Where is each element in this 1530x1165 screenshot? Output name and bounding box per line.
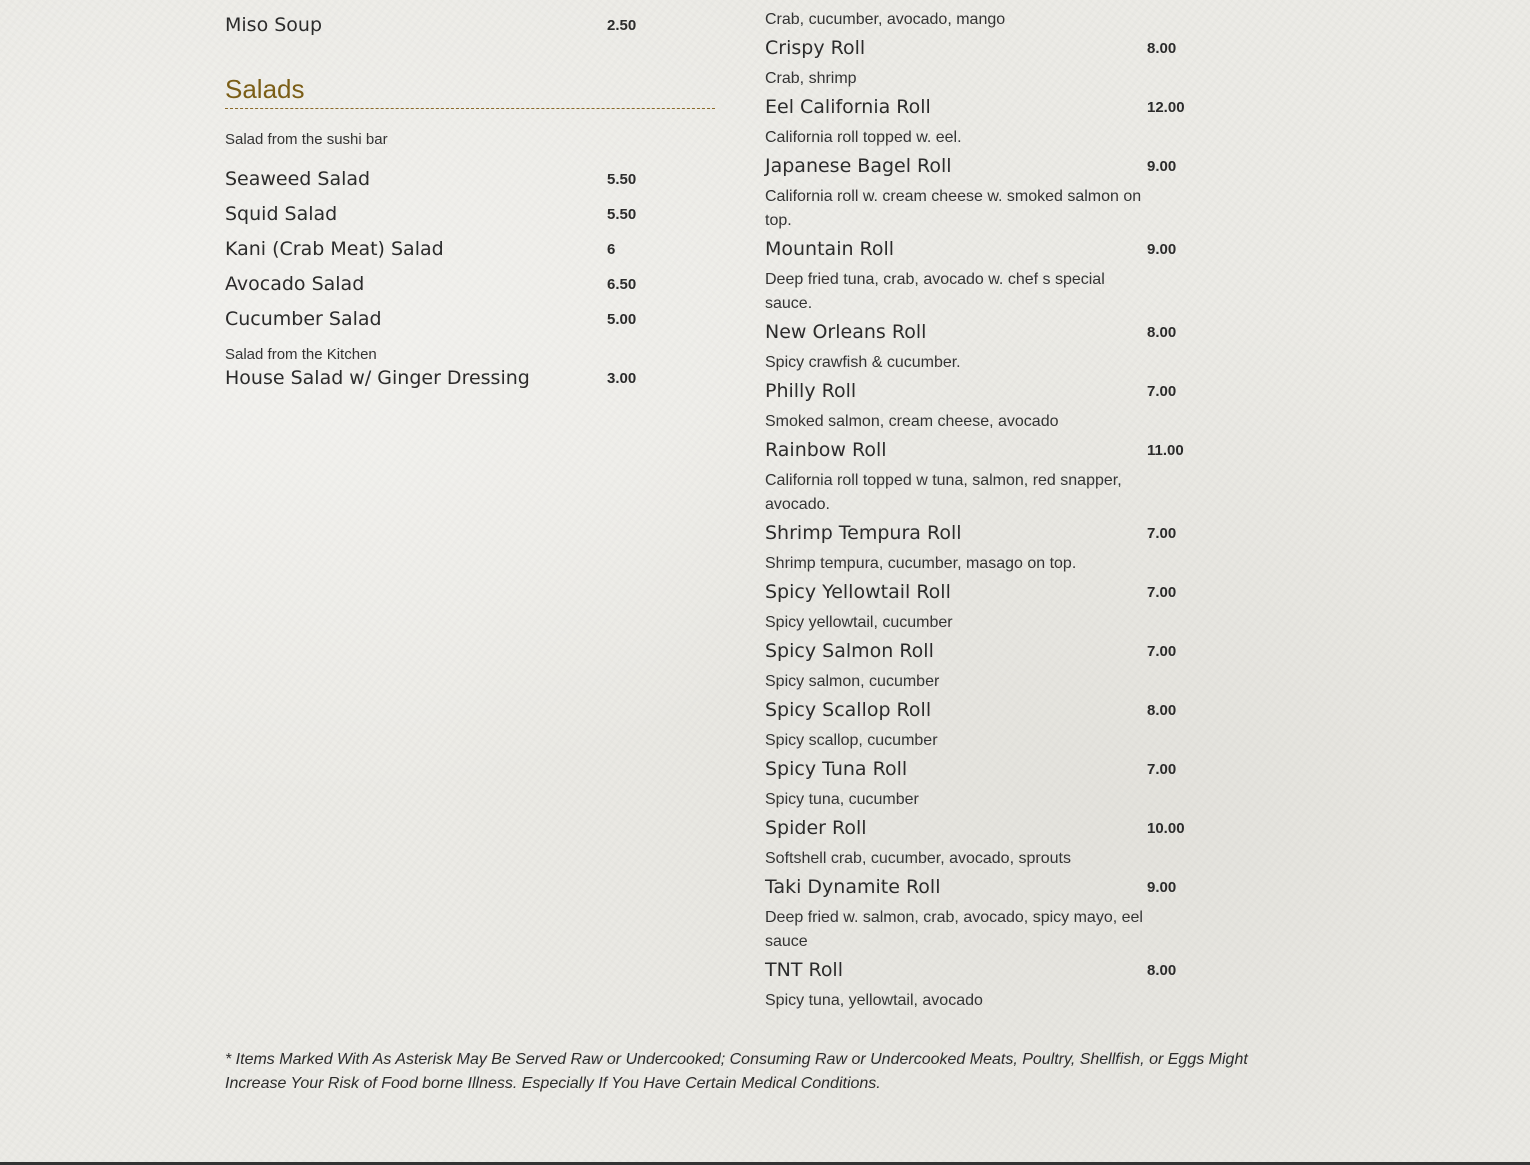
roll-description: Spicy yellowtail, cucumber	[765, 614, 953, 631]
roll-name: Spicy Scallop Roll	[765, 699, 932, 721]
roll-name: Spider Roll	[765, 817, 867, 839]
item-price: 3.00	[607, 370, 637, 387]
roll-price: 9.00	[1147, 241, 1177, 258]
roll-name: TNT Roll	[765, 959, 843, 981]
roll-description: Spicy salmon, cucumber	[765, 673, 940, 690]
menu-item-house-salad	[225, 366, 715, 392]
roll-description: California roll w. cream cheese w. smoked salmon on top.	[765, 188, 1142, 229]
roll-description: California roll topped w. eel.	[765, 129, 962, 146]
roll-price: 7.00	[1147, 584, 1177, 601]
item-price: 6.50	[607, 276, 637, 293]
roll-description: Smoked salmon, cream cheese, avocado	[765, 413, 1059, 430]
roll-name: Crispy Roll	[765, 37, 866, 59]
roll-name: Eel California Roll	[765, 96, 931, 118]
roll-name: Taki Dynamite Roll	[765, 876, 941, 898]
roll-description: Spicy tuna, yellowtail, avocado	[765, 992, 983, 1009]
roll-description: Softshell crab, cucumber, avocado, sprouts	[765, 850, 1071, 867]
item-name: Squid Salad	[225, 203, 338, 225]
menu-item-avocado-salad	[225, 272, 715, 298]
roll-name: Spicy Salmon Roll	[765, 640, 934, 662]
menu-item-cucumber-salad	[225, 307, 715, 333]
roll-description: Crab, shrimp	[765, 70, 857, 87]
roll-name: Rainbow Roll	[765, 439, 887, 461]
roll-price: 9.00	[1147, 158, 1177, 175]
menu-item-kani-salad	[225, 237, 715, 263]
item-price: 5.00	[607, 311, 637, 328]
roll-price: 7.00	[1147, 643, 1177, 660]
roll-price: 7.00	[1147, 525, 1177, 542]
roll-price: 8.00	[1147, 962, 1177, 979]
item-name: Seaweed Salad	[225, 168, 371, 190]
roll-description: Spicy crawfish & cucumber.	[765, 354, 961, 371]
item-description: Crab, cucumber, avocado, mango	[765, 11, 1006, 28]
raw-food-disclaimer: * Items Marked With As Asterisk May Be Served Raw or Undercooked; Consuming Raw or Undercooked Meats, Poultry, Shellfish, or Eggs Might Increase Your Risk of Food borne Illness. Especially If You Have Certain Medical Conditions.	[225, 1051, 1248, 1092]
roll-price: 7.00	[1147, 383, 1177, 400]
roll-name: Japanese Bagel Roll	[765, 155, 952, 177]
salads-heading: Salads	[225, 74, 305, 104]
sushi-bar-salads-label: Salad from the sushi bar	[225, 131, 388, 148]
roll-price: 8.00	[1147, 324, 1177, 341]
roll-price: 7.00	[1147, 761, 1177, 778]
menu-item-miso-soup	[225, 13, 715, 39]
item-name: Miso Soup	[225, 14, 323, 36]
roll-description: Shrimp tempura, cucumber, masago on top.	[765, 555, 1077, 572]
menu-item-squid-salad	[225, 202, 715, 228]
roll-price: 8.00	[1147, 40, 1177, 57]
menu-item-seaweed-salad	[225, 167, 715, 193]
roll-price: 9.00	[1147, 879, 1177, 896]
item-name: House Salad w/ Ginger Dressing	[225, 367, 530, 389]
item-name: Avocado Salad	[225, 273, 365, 295]
item-price: 5.50	[607, 171, 637, 188]
roll-description: Deep fried w. salmon, crab, avocado, spicy mayo, eel sauce	[765, 909, 1143, 950]
roll-description: Spicy scallop, cucumber	[765, 732, 938, 749]
section-divider	[225, 108, 715, 109]
item-name: Kani (Crab Meat) Salad	[225, 238, 444, 260]
roll-price: 12.00	[1147, 99, 1185, 116]
roll-name: Mountain Roll	[765, 238, 895, 260]
roll-name: Philly Roll	[765, 380, 857, 402]
item-name: Cucumber Salad	[225, 308, 382, 330]
roll-description: Deep fried tuna, crab, avocado w. chef s special sauce.	[765, 271, 1105, 312]
roll-price: 8.00	[1147, 702, 1177, 719]
roll-description: California roll topped w tuna, salmon, red snapper, avocado.	[765, 472, 1122, 513]
item-price: 5.50	[607, 206, 637, 223]
roll-name: Shrimp Tempura Roll	[765, 522, 962, 544]
roll-price: 10.00	[1147, 820, 1185, 837]
roll-name: Spicy Yellowtail Roll	[765, 581, 951, 603]
kitchen-salads-label: Salad from the Kitchen	[225, 346, 377, 363]
roll-description: Spicy tuna, cucumber	[765, 791, 919, 808]
item-price: 6	[607, 241, 616, 258]
roll-price: 11.00	[1147, 442, 1184, 459]
roll-name: New Orleans Roll	[765, 321, 927, 343]
roll-name: Spicy Tuna Roll	[765, 758, 908, 780]
item-price: 2.50	[607, 17, 637, 34]
